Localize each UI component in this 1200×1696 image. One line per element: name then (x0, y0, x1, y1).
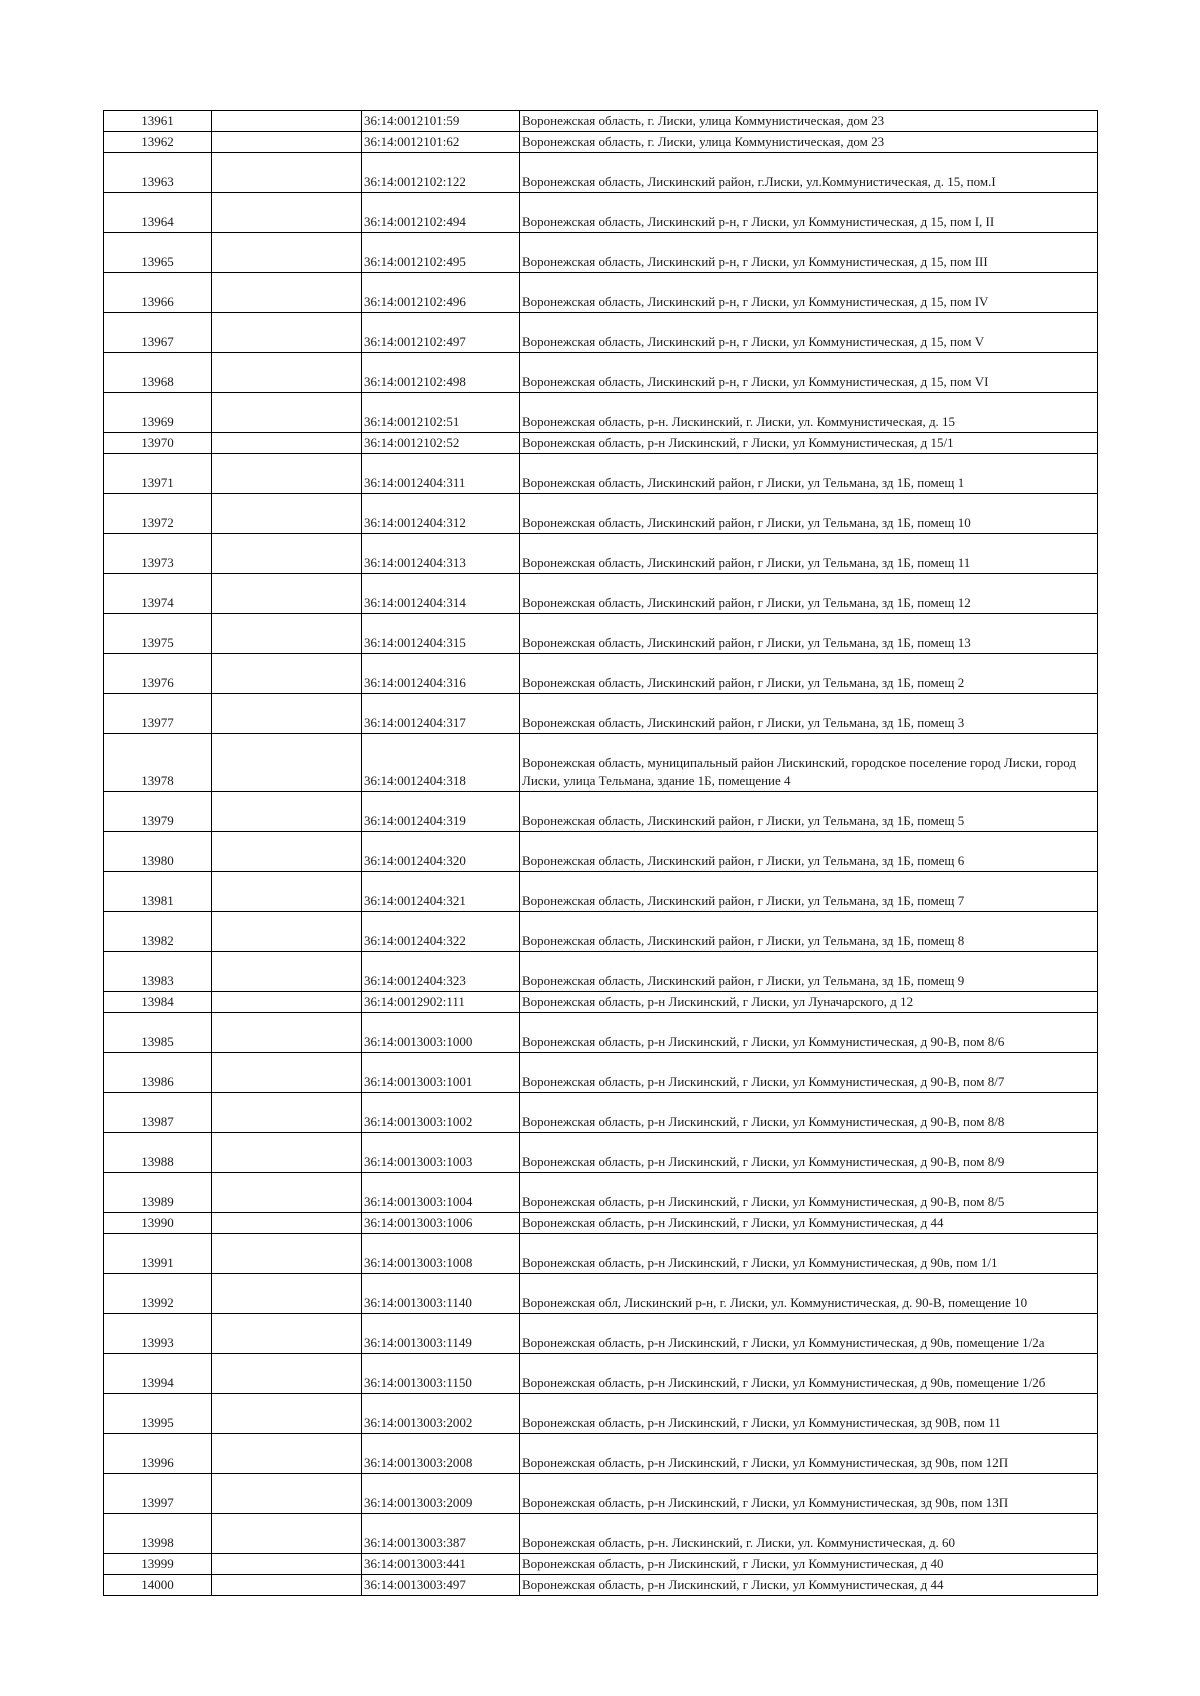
table-row (104, 132, 1098, 153)
empty-cell (212, 1213, 362, 1234)
table-row (104, 872, 1098, 912)
address-cell: Воронежская область, г. Лиски, улица Коммунистическая, дом 23 (520, 132, 1098, 153)
address-cell: Воронежская область, р-н Лискинский, г Лиски, ул Коммунистическая, д 90-В, пом 8/5 (520, 1173, 1098, 1213)
empty-cell (212, 1053, 362, 1093)
table-row (104, 614, 1098, 654)
cadastral-number-cell: 36:14:0012404:323 (362, 952, 520, 992)
address-cell: Воронежская область, р-н Лискинский, г Лиски, ул Коммунистическая, д 90-В, пом 8/7 (520, 1053, 1098, 1093)
cadastral-number-cell: 36:14:0013003:1006 (362, 1213, 520, 1234)
row-number-cell: 13998 (104, 1514, 212, 1554)
row-number-cell: 13964 (104, 193, 212, 233)
row-number-cell: 13997 (104, 1474, 212, 1514)
address-cell: Воронежская область, р-н. Лискинский, г. Лиски, ул. Коммунистическая, д. 60 (520, 1514, 1098, 1554)
row-number-cell: 13988 (104, 1133, 212, 1173)
empty-cell (212, 494, 362, 534)
table-row (104, 534, 1098, 574)
empty-cell (212, 313, 362, 353)
empty-cell (212, 832, 362, 872)
cadastral-number-cell: 36:14:0013003:2009 (362, 1474, 520, 1514)
table-row (104, 1053, 1098, 1093)
property-registry-table (103, 110, 1098, 1596)
cadastral-number-cell: 36:14:0013003:1140 (362, 1274, 520, 1314)
table-row (104, 654, 1098, 694)
empty-cell (212, 912, 362, 952)
table-row (104, 952, 1098, 992)
table-row (104, 1434, 1098, 1474)
table-row (104, 153, 1098, 193)
address-cell: Воронежская область, Лискинский район, г Лиски, ул Тельмана, зд 1Б, помещ 5 (520, 792, 1098, 832)
empty-cell (212, 1234, 362, 1274)
address-cell: Воронежская область, р-н Лискинский, г Лиски, ул Коммунистическая, зд 90в, пом 12П (520, 1434, 1098, 1474)
table-row (104, 353, 1098, 393)
cadastral-number-cell: 36:14:0013003:1000 (362, 1013, 520, 1053)
cadastral-number-cell: 36:14:0013003:1002 (362, 1093, 520, 1133)
cadastral-number-cell: 36:14:0013003:1008 (362, 1234, 520, 1274)
cadastral-number-cell: 36:14:0013003:1150 (362, 1354, 520, 1394)
row-number-cell: 13996 (104, 1434, 212, 1474)
address-cell: Воронежская область, р-н Лискинский, г Лиски, ул Коммунистическая, д 90-В, пом 8/9 (520, 1133, 1098, 1173)
row-number-cell: 13995 (104, 1394, 212, 1434)
table-row (104, 1274, 1098, 1314)
cadastral-number-cell: 36:14:0012404:318 (362, 734, 520, 792)
row-number-cell: 13965 (104, 233, 212, 273)
cadastral-number-cell: 36:14:0012404:312 (362, 494, 520, 534)
address-cell: Воронежская область, р-н Лискинский, г Лиски, ул Коммунистическая, д 90в, помещение 1/2а (520, 1314, 1098, 1354)
row-number-cell: 13976 (104, 654, 212, 694)
row-number-cell: 13974 (104, 574, 212, 614)
empty-cell (212, 1394, 362, 1434)
row-number-cell: 13990 (104, 1213, 212, 1234)
empty-cell (212, 734, 362, 792)
table-row (104, 273, 1098, 313)
row-number-cell: 13979 (104, 792, 212, 832)
table-row (104, 1575, 1098, 1596)
empty-cell (212, 1013, 362, 1053)
empty-cell (212, 792, 362, 832)
cadastral-number-cell: 36:14:0013003:1149 (362, 1314, 520, 1354)
cadastral-number-cell: 36:14:0013003:2002 (362, 1394, 520, 1434)
table-row (104, 111, 1098, 132)
row-number-cell: 13978 (104, 734, 212, 792)
empty-cell (212, 992, 362, 1013)
table-row (104, 992, 1098, 1013)
table-row (104, 1234, 1098, 1274)
address-cell: Воронежская область, р-н Лискинский, г Лиски, ул Коммунистическая, зд 90В, пом 11 (520, 1394, 1098, 1434)
address-cell: Воронежская область, Лискинский район, г Лиски, ул Тельмана, зд 1Б, помещ 6 (520, 832, 1098, 872)
address-cell: Воронежская область, р-н Лискинский, г Лиски, ул Коммунистическая, д 90в, пом 1/1 (520, 1234, 1098, 1274)
cadastral-number-cell: 36:14:0013003:1004 (362, 1173, 520, 1213)
cadastral-number-cell: 36:14:0012102:494 (362, 193, 520, 233)
empty-cell (212, 233, 362, 273)
table-row (104, 1514, 1098, 1554)
empty-cell (212, 1133, 362, 1173)
address-cell: Воронежская область, Лискинский р-н, г Лиски, ул Коммунистическая, д 15, пом I, II (520, 193, 1098, 233)
empty-cell (212, 1314, 362, 1354)
table-row (104, 433, 1098, 454)
address-cell: Воронежская область, р-н Лискинский, г Лиски, ул Луначарского, д 12 (520, 992, 1098, 1013)
row-number-cell: 13968 (104, 353, 212, 393)
address-cell: Воронежская область, Лискинский р-н, г Лиски, ул Коммунистическая, д 15, пом VI (520, 353, 1098, 393)
empty-cell (212, 534, 362, 574)
row-number-cell: 13999 (104, 1554, 212, 1575)
address-cell: Воронежская область, р-н Лискинский, г Лиски, ул Коммунистическая, зд 90в, пом 13П (520, 1474, 1098, 1514)
cadastral-number-cell: 36:14:0012902:111 (362, 992, 520, 1013)
row-number-cell: 13994 (104, 1354, 212, 1394)
row-number-cell: 13975 (104, 614, 212, 654)
address-cell: Воронежская область, Лискинский р-н, г Лиски, ул Коммунистическая, д 15, пом IV (520, 273, 1098, 313)
empty-cell (212, 353, 362, 393)
address-cell: Воронежская область, р-н Лискинский, г Лиски, ул Коммунистическая, д 90-В, пом 8/8 (520, 1093, 1098, 1133)
address-cell: Воронежская область, р-н Лискинский, г Лиски, ул Коммунистическая, д 90в, помещение 1/2б (520, 1354, 1098, 1394)
cadastral-number-cell: 36:14:0012102:498 (362, 353, 520, 393)
empty-cell (212, 1575, 362, 1596)
empty-cell (212, 111, 362, 132)
empty-cell (212, 1554, 362, 1575)
row-number-cell: 13980 (104, 832, 212, 872)
table-row (104, 694, 1098, 734)
empty-cell (212, 132, 362, 153)
address-cell: Воронежская область, р-н Лискинский, г Лиски, ул Коммунистическая, д 44 (520, 1575, 1098, 1596)
address-cell: Воронежская обл, Лискинский р-н, г. Лиски, ул. Коммунистическая, д. 90-В, помещение 10 (520, 1274, 1098, 1314)
cadastral-number-cell: 36:14:0012102:51 (362, 393, 520, 433)
empty-cell (212, 694, 362, 734)
row-number-cell: 13986 (104, 1053, 212, 1093)
row-number-cell: 13966 (104, 273, 212, 313)
row-number-cell: 13992 (104, 1274, 212, 1314)
table-row (104, 313, 1098, 353)
empty-cell (212, 1093, 362, 1133)
row-number-cell: 13971 (104, 454, 212, 494)
cadastral-number-cell: 36:14:0012404:314 (362, 574, 520, 614)
table-row (104, 1213, 1098, 1234)
table-row (104, 494, 1098, 534)
table-row (104, 574, 1098, 614)
cadastral-number-cell: 36:14:0013003:497 (362, 1575, 520, 1596)
table-row (104, 193, 1098, 233)
empty-cell (212, 872, 362, 912)
row-number-cell: 13993 (104, 1314, 212, 1354)
table-row (104, 792, 1098, 832)
cadastral-number-cell: 36:14:0012404:321 (362, 872, 520, 912)
address-cell: Воронежская область, Лискинский район, г Лиски, ул Тельмана, зд 1Б, помещ 8 (520, 912, 1098, 952)
cadastral-number-cell: 36:14:0012102:497 (362, 313, 520, 353)
address-cell: Воронежская область, Лискинский район, г Лиски, ул Тельмана, зд 1Б, помещ 9 (520, 952, 1098, 992)
row-number-cell: 13985 (104, 1013, 212, 1053)
row-number-cell: 13981 (104, 872, 212, 912)
table-row (104, 1354, 1098, 1394)
table-row (104, 832, 1098, 872)
table-row (104, 393, 1098, 433)
address-cell: Воронежская область, р-н. Лискинский, г. Лиски, ул. Коммунистическая, д. 15 (520, 393, 1098, 433)
address-cell: Воронежская область, г. Лиски, улица Коммунистическая, дом 23 (520, 111, 1098, 132)
row-number-cell: 13989 (104, 1173, 212, 1213)
cadastral-number-cell: 36:14:0013003:1001 (362, 1053, 520, 1093)
address-cell: Воронежская область, муниципальный район Лискинский, городское поселение город Лиски, город Лиски, улица Тельмана, здание 1Б, помещение 4 (520, 734, 1098, 792)
address-cell: Воронежская область, Лискинский район, г Лиски, ул Тельмана, зд 1Б, помещ 3 (520, 694, 1098, 734)
address-cell: Воронежская область, Лискинский район, г.Лиски, ул.Коммунистическая, д. 15, пом.I (520, 153, 1098, 193)
cadastral-number-cell: 36:14:0012404:320 (362, 832, 520, 872)
row-number-cell: 13977 (104, 694, 212, 734)
empty-cell (212, 193, 362, 233)
empty-cell (212, 1474, 362, 1514)
cadastral-number-cell: 36:14:0012404:316 (362, 654, 520, 694)
empty-cell (212, 574, 362, 614)
empty-cell (212, 273, 362, 313)
table-row (104, 734, 1098, 792)
empty-cell (212, 654, 362, 694)
row-number-cell: 13991 (104, 1234, 212, 1274)
row-number-cell: 13982 (104, 912, 212, 952)
empty-cell (212, 1274, 362, 1314)
row-number-cell: 13983 (104, 952, 212, 992)
cadastral-number-cell: 36:14:0013003:2008 (362, 1434, 520, 1474)
row-number-cell: 13973 (104, 534, 212, 574)
empty-cell (212, 1173, 362, 1213)
address-cell: Воронежская область, Лискинский район, г Лиски, ул Тельмана, зд 1Б, помещ 1 (520, 454, 1098, 494)
table-row (104, 1133, 1098, 1173)
cadastral-number-cell: 36:14:0012102:495 (362, 233, 520, 273)
table-row (104, 1474, 1098, 1514)
address-cell: Воронежская область, Лискинский район, г Лиски, ул Тельмана, зд 1Б, помещ 11 (520, 534, 1098, 574)
cadastral-number-cell: 36:14:0012404:311 (362, 454, 520, 494)
empty-cell (212, 153, 362, 193)
empty-cell (212, 614, 362, 654)
row-number-cell: 13962 (104, 132, 212, 153)
address-cell: Воронежская область, Лискинский район, г Лиски, ул Тельмана, зд 1Б, помещ 7 (520, 872, 1098, 912)
registry-body (104, 111, 1098, 1596)
address-cell: Воронежская область, р-н Лискинский, г Лиски, ул Коммунистическая, д 44 (520, 1213, 1098, 1234)
cadastral-number-cell: 36:14:0012101:59 (362, 111, 520, 132)
cadastral-number-cell: 36:14:0012404:317 (362, 694, 520, 734)
address-cell: Воронежская область, Лискинский район, г Лиски, ул Тельмана, зд 1Б, помещ 13 (520, 614, 1098, 654)
cadastral-number-cell: 36:14:0012102:496 (362, 273, 520, 313)
address-cell: Воронежская область, Лискинский р-н, г Лиски, ул Коммунистическая, д 15, пом V (520, 313, 1098, 353)
empty-cell (212, 433, 362, 454)
table-row (104, 1394, 1098, 1434)
cadastral-number-cell: 36:14:0013003:441 (362, 1554, 520, 1575)
row-number-cell: 13969 (104, 393, 212, 433)
cadastral-number-cell: 36:14:0012102:52 (362, 433, 520, 454)
table-row (104, 1093, 1098, 1133)
cadastral-number-cell: 36:14:0012404:313 (362, 534, 520, 574)
address-cell: Воронежская область, Лискинский район, г Лиски, ул Тельмана, зд 1Б, помещ 12 (520, 574, 1098, 614)
cadastral-number-cell: 36:14:0013003:1003 (362, 1133, 520, 1173)
row-number-cell: 14000 (104, 1575, 212, 1596)
empty-cell (212, 454, 362, 494)
row-number-cell: 13967 (104, 313, 212, 353)
empty-cell (212, 952, 362, 992)
row-number-cell: 13972 (104, 494, 212, 534)
row-number-cell: 13963 (104, 153, 212, 193)
address-cell: Воронежская область, Лискинский р-н, г Лиски, ул Коммунистическая, д 15, пом III (520, 233, 1098, 273)
cadastral-number-cell: 36:14:0013003:387 (362, 1514, 520, 1554)
table-row (104, 1554, 1098, 1575)
empty-cell (212, 393, 362, 433)
row-number-cell: 13984 (104, 992, 212, 1013)
table-row (104, 912, 1098, 952)
address-cell: Воронежская область, Лискинский район, г Лиски, ул Тельмана, зд 1Б, помещ 10 (520, 494, 1098, 534)
cadastral-number-cell: 36:14:0012101:62 (362, 132, 520, 153)
empty-cell (212, 1354, 362, 1394)
table-row (104, 1314, 1098, 1354)
cadastral-number-cell: 36:14:0012102:122 (362, 153, 520, 193)
address-cell: Воронежская область, р-н Лискинский, г Лиски, ул Коммунистическая, д 90-В, пом 8/6 (520, 1013, 1098, 1053)
row-number-cell: 13970 (104, 433, 212, 454)
empty-cell (212, 1514, 362, 1554)
table-row (104, 1013, 1098, 1053)
table-row (104, 1173, 1098, 1213)
address-cell: Воронежская область, р-н Лискинский, г Лиски, ул Коммунистическая, д 15/1 (520, 433, 1098, 454)
cadastral-number-cell: 36:14:0012404:315 (362, 614, 520, 654)
row-number-cell: 13987 (104, 1093, 212, 1133)
row-number-cell: 13961 (104, 111, 212, 132)
table-row (104, 233, 1098, 273)
address-cell: Воронежская область, р-н Лискинский, г Лиски, ул Коммунистическая, д 40 (520, 1554, 1098, 1575)
cadastral-number-cell: 36:14:0012404:319 (362, 792, 520, 832)
table-row (104, 454, 1098, 494)
empty-cell (212, 1434, 362, 1474)
address-cell: Воронежская область, Лискинский район, г Лиски, ул Тельмана, зд 1Б, помещ 2 (520, 654, 1098, 694)
cadastral-number-cell: 36:14:0012404:322 (362, 912, 520, 952)
